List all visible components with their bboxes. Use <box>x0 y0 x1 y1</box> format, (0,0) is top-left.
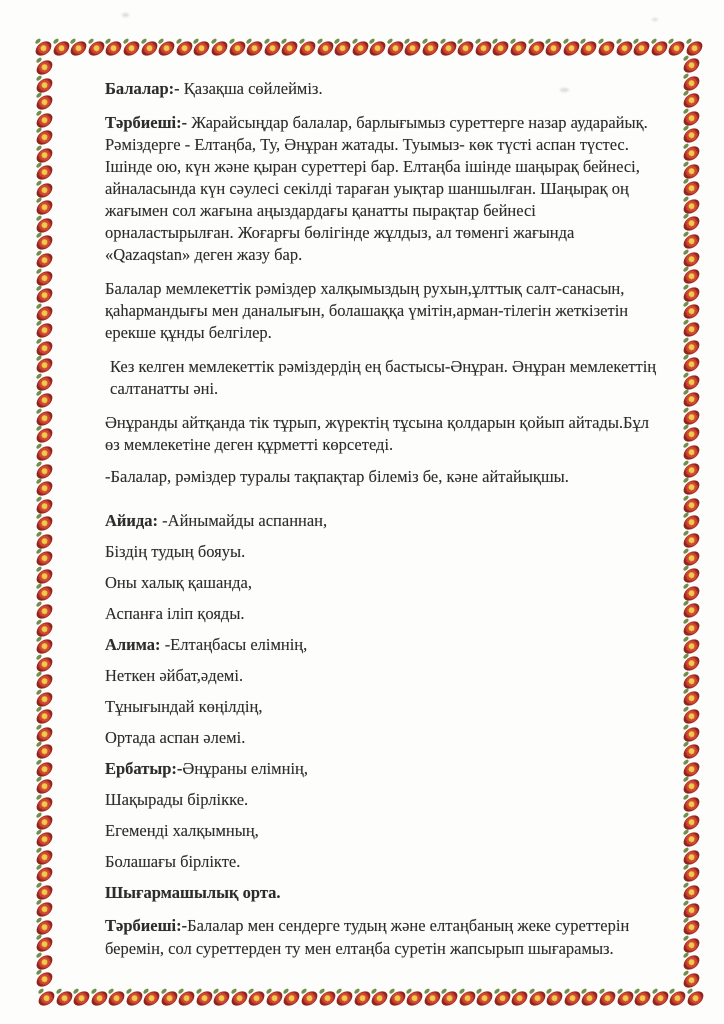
flower-ornament-icon <box>369 40 386 57</box>
flower-ornament-icon <box>511 990 528 1007</box>
flower-ornament-icon <box>683 110 700 127</box>
section-heading: Шығармашылық орта. <box>105 883 281 902</box>
flower-ornament-icon <box>683 92 700 109</box>
flower-ornament-icon <box>669 990 686 1007</box>
flower-ornament-icon <box>36 375 53 392</box>
flower-ornament-icon <box>36 673 53 690</box>
flower-ornament-icon <box>683 866 700 883</box>
flower-ornament-icon <box>545 40 562 57</box>
flower-ornament-icon <box>683 638 700 655</box>
flower-ornament-icon <box>581 990 598 1007</box>
flower-ornament-icon <box>683 180 700 197</box>
flower-ornament-icon <box>248 990 265 1007</box>
flower-ornament-icon <box>36 94 53 111</box>
flower-ornament-icon <box>683 796 700 813</box>
flower-ornament-icon <box>492 40 509 57</box>
verses-section <box>105 510 663 873</box>
verse-line: Аспанға іліп қояды. <box>105 604 245 623</box>
flower-ornament-icon <box>73 990 90 1007</box>
flower-ornament-icon <box>213 990 230 1007</box>
paragraph-symbols-meaning: Балалар мемлекеттік рәміздер халқымыздың рухын,ұлттық салт-санасын, қаһармандығы мен даналығын, болашаққа үмітін,арман-тілегін жеткізетін ерекше құнды белгілер. <box>105 279 629 342</box>
flower-ornament-icon <box>336 990 353 1007</box>
flower-ornament-icon <box>36 77 53 94</box>
verse-line: Біздің тудың бояуы. <box>105 542 246 561</box>
flower-ornament-icon <box>36 410 53 427</box>
verse-text: -Елтаңбасы елімнің, <box>160 635 308 654</box>
flower-ornament-icon <box>88 40 105 57</box>
flower-ornament-icon <box>683 391 700 408</box>
flower-ornament-icon <box>36 217 53 234</box>
flower-ornament-icon <box>683 127 700 144</box>
flower-ornament-icon <box>36 585 53 602</box>
flower-ornament-icon <box>36 656 53 673</box>
flower-ornament-icon <box>387 40 404 57</box>
flower-ornament-icon <box>35 40 52 57</box>
speaker-name: Тәрбиеші:- <box>105 113 188 132</box>
border-top-row <box>36 41 702 57</box>
flower-ornament-icon <box>459 990 476 1007</box>
flower-ornament-icon <box>683 514 700 531</box>
dialogue-line-teacher <box>105 112 663 266</box>
flower-ornament-icon <box>683 321 700 338</box>
flower-ornament-icon <box>441 990 458 1007</box>
flower-ornament-icon <box>683 75 700 92</box>
flower-ornament-icon <box>683 673 700 690</box>
flower-ornament-icon <box>683 690 700 707</box>
flower-ornament-icon <box>683 778 700 795</box>
flower-ornament-icon <box>281 40 298 57</box>
paragraph-anthem-main: Кез келген мемлекеттік рәміздердің ең бастысы-Әнұран. Әнұран мемлекеттің салтанатты әні. <box>110 357 657 398</box>
flower-ornament-icon <box>36 182 53 199</box>
flower-ornament-icon <box>36 445 53 462</box>
speaker-name: Ербатыр:- <box>105 759 183 778</box>
border-left-column <box>37 60 53 988</box>
document-content <box>105 78 663 960</box>
flower-ornament-icon <box>683 462 700 479</box>
flower-ornament-icon <box>683 57 700 74</box>
flower-ornament-icon <box>266 990 283 1007</box>
flower-ornament-icon <box>683 339 700 356</box>
flower-ornament-icon <box>158 40 175 57</box>
flower-ornament-icon <box>36 252 53 269</box>
flower-ornament-icon <box>36 936 53 953</box>
flower-ornament-icon <box>36 550 53 567</box>
flower-ornament-icon <box>196 990 213 1007</box>
flower-ornament-icon <box>36 814 53 831</box>
speaker-name: Балалар:- <box>105 79 180 98</box>
flower-ornament-icon <box>246 40 263 57</box>
flower-ornament-icon <box>683 937 700 954</box>
flower-ornament-icon <box>683 268 700 285</box>
flower-ornament-icon <box>161 990 178 1007</box>
flower-ornament-icon <box>36 305 53 322</box>
flower-ornament-icon <box>36 322 53 339</box>
verse-line: Неткен әйбат,әдемі. <box>105 666 244 685</box>
flower-ornament-icon <box>510 40 527 57</box>
flower-ornament-icon <box>529 990 546 1007</box>
flower-ornament-icon <box>422 40 439 57</box>
flower-ornament-icon <box>36 428 53 445</box>
flower-ornament-icon <box>683 550 700 567</box>
flower-ornament-icon <box>56 990 73 1007</box>
flower-ornament-icon <box>683 708 700 725</box>
flower-ornament-icon <box>475 40 492 57</box>
scan-artifact <box>122 13 129 17</box>
flower-ornament-icon <box>91 990 108 1007</box>
flower-ornament-icon <box>193 40 210 57</box>
verse-text: Әнұраны елімнің, <box>182 759 308 778</box>
flower-ornament-icon <box>36 568 53 585</box>
flower-ornament-icon <box>36 234 53 251</box>
flower-ornament-icon <box>633 40 650 57</box>
flower-ornament-icon <box>683 919 700 936</box>
flower-ornament-icon <box>634 990 651 1007</box>
flower-ornament-icon <box>36 726 53 743</box>
border-right-column <box>684 58 700 988</box>
flower-ornament-icon <box>36 533 53 550</box>
verse-text: -Айнымайды аспаннан, <box>158 511 328 530</box>
flower-ornament-icon <box>683 726 700 743</box>
flower-ornament-icon <box>36 287 53 304</box>
flower-ornament-icon <box>334 40 351 57</box>
flower-ornament-icon <box>683 620 700 637</box>
flower-ornament-icon <box>528 40 545 57</box>
flower-ornament-icon <box>38 990 55 1007</box>
flower-ornament-icon <box>301 990 318 1007</box>
flower-ornament-icon <box>36 340 53 357</box>
flower-ornament-icon <box>440 40 457 57</box>
flower-ornament-icon <box>36 515 53 532</box>
closing-teacher-line <box>105 914 663 960</box>
flower-ornament-icon <box>686 40 703 57</box>
flower-ornament-icon <box>36 743 53 760</box>
flower-ornament-icon <box>141 40 158 57</box>
flower-ornament-icon <box>683 655 700 672</box>
flower-ornament-icon <box>683 497 700 514</box>
paragraph-poems-prompt: -Балалар, рәміздер туралы тақпақтар білеміз бе, кәне айтайықшы. <box>105 467 569 486</box>
flower-ornament-icon <box>683 602 700 619</box>
flower-ornament-icon <box>36 638 53 655</box>
flower-ornament-icon <box>683 163 700 180</box>
flower-ornament-icon <box>616 40 633 57</box>
closing-text: Балалар мен сендерге тудың және елтаңбаның жеке суреттерін беремін, сол суреттерден ту мен елтаңба суретін жапсырып шығарамыз. <box>105 916 630 958</box>
flower-ornament-icon <box>264 40 281 57</box>
flower-ornament-icon <box>683 567 700 584</box>
flower-ornament-icon <box>371 990 388 1007</box>
flower-ornament-icon <box>683 743 700 760</box>
flower-ornament-icon <box>546 990 563 1007</box>
flower-ornament-icon <box>143 990 160 1007</box>
flower-ornament-icon <box>683 145 700 162</box>
flower-ornament-icon <box>683 479 700 496</box>
flower-ornament-icon <box>683 954 700 971</box>
flower-ornament-icon <box>36 778 53 795</box>
flower-ornament-icon <box>683 814 700 831</box>
verse-line <box>105 510 663 532</box>
flower-ornament-icon <box>36 270 53 287</box>
flower-ornament-icon <box>36 761 53 778</box>
flower-ornament-icon <box>404 40 421 57</box>
dialogue-line-children <box>105 78 663 100</box>
flower-ornament-icon <box>652 990 669 1007</box>
flower-ornament-icon <box>668 40 685 57</box>
flower-ornament-icon <box>70 40 87 57</box>
flower-ornament-icon <box>683 286 700 303</box>
flower-ornament-icon <box>424 990 441 1007</box>
flower-ornament-icon <box>36 392 53 409</box>
flower-ornament-icon <box>36 199 53 216</box>
flower-ornament-icon <box>317 40 334 57</box>
flower-ornament-icon <box>476 990 493 1007</box>
flower-ornament-icon <box>683 444 700 461</box>
flower-ornament-icon <box>352 40 369 57</box>
speaker-name: Тәрбиеші:- <box>105 916 188 935</box>
flower-ornament-icon <box>36 866 53 883</box>
flower-ornament-icon <box>36 919 53 936</box>
flower-ornament-icon <box>108 990 125 1007</box>
flower-ornament-icon <box>651 40 668 57</box>
flower-ornament-icon <box>687 990 704 1007</box>
flower-ornament-icon <box>683 761 700 778</box>
flower-ornament-icon <box>683 831 700 848</box>
verse-line: Егеменді халқымның, <box>105 821 259 840</box>
flower-ornament-icon <box>231 990 248 1007</box>
flower-ornament-icon <box>36 954 53 971</box>
flower-ornament-icon <box>494 990 511 1007</box>
speaker-name: Алима: <box>105 635 161 654</box>
flower-ornament-icon <box>299 40 316 57</box>
speaker-name: Айида: <box>105 511 159 530</box>
flower-ornament-icon <box>598 40 615 57</box>
flower-ornament-icon <box>389 990 406 1007</box>
flower-ornament-icon <box>36 147 53 164</box>
paragraph-anthem-respect: Әнұранды айтқанда тік тұрып, жүректің тұсына қолдарын қойып айтады.Бұл өз мемлекетіне деген құрметті көрсетеді. <box>105 413 650 454</box>
flower-ornament-icon <box>36 849 53 866</box>
flower-ornament-icon <box>599 990 616 1007</box>
flower-ornament-icon <box>229 40 246 57</box>
flower-ornament-icon <box>36 603 53 620</box>
flower-ornament-icon <box>36 357 53 374</box>
verse-line: Болашағы бірлікте. <box>105 852 241 871</box>
flower-ornament-icon <box>580 40 597 57</box>
flower-ornament-icon <box>36 59 53 76</box>
dialogue-text: Қазақша сөйлейміз. <box>179 79 323 98</box>
flower-ornament-icon <box>319 990 336 1007</box>
flower-ornament-icon <box>683 884 700 901</box>
verse-line: Тұнығындай көңілдің, <box>105 697 263 716</box>
flower-ornament-icon <box>36 463 53 480</box>
flower-ornament-icon <box>211 40 228 57</box>
flower-ornament-icon <box>564 990 581 1007</box>
flower-ornament-icon <box>563 40 580 57</box>
flower-ornament-icon <box>178 990 195 1007</box>
verse-line: Оны халық қашанда, <box>105 573 252 592</box>
flower-ornament-icon <box>683 426 700 443</box>
flower-ornament-icon <box>36 884 53 901</box>
dialogue-text: Жарайсыңдар балалар, барлығымыз суреттерге назар аударайық. Рәміздерге - Елтаңба, Ту, Әнұран жатады. Туымыз- көк түсті аспан түстес. Ішінде ою, күн және қыран суреттері бар. Елтаңба ішінде шаңырақ бейнесі, айналасында күн сәулесі секілді тараған уықтар шаншылған. Шаңырақ оң жағымен сол жағына аңыздардағы қанатты пырақтар бейнесі орналастырылған. Жоғарғы бөлігінде жұлдыз, ал төменгі жағында «Qazaqstan» деген жазу бар. <box>105 113 648 264</box>
flower-ornament-icon <box>36 621 53 638</box>
flower-ornament-icon <box>36 708 53 725</box>
flower-ornament-icon <box>36 831 53 848</box>
flower-ornament-icon <box>683 356 700 373</box>
flower-ornament-icon <box>683 215 700 232</box>
verse-line <box>105 634 663 656</box>
flower-ornament-icon <box>53 40 70 57</box>
flower-ornament-icon <box>36 691 53 708</box>
flower-ornament-icon <box>683 198 700 215</box>
flower-ornament-icon <box>457 40 474 57</box>
flower-ornament-icon <box>36 796 53 813</box>
flower-ornament-icon <box>683 251 700 268</box>
flower-ornament-icon <box>683 902 700 919</box>
flower-ornament-icon <box>683 849 700 866</box>
verse-line <box>105 758 663 780</box>
flower-ornament-icon <box>126 990 143 1007</box>
flower-ornament-icon <box>406 990 423 1007</box>
flower-ornament-icon <box>36 971 53 988</box>
scan-artifact <box>652 18 658 21</box>
flower-ornament-icon <box>36 498 53 515</box>
flower-ornament-icon <box>354 990 371 1007</box>
flower-ornament-icon <box>123 40 140 57</box>
flower-ornament-icon <box>36 480 53 497</box>
flower-ornament-icon <box>683 532 700 549</box>
flower-ornament-icon <box>36 901 53 918</box>
flower-ornament-icon <box>105 40 122 57</box>
flower-ornament-icon <box>683 303 700 320</box>
flower-ornament-icon <box>36 129 53 146</box>
flower-ornament-icon <box>36 112 53 129</box>
flower-ornament-icon <box>683 972 700 989</box>
flower-ornament-icon <box>283 990 300 1007</box>
flower-ornament-icon <box>683 374 700 391</box>
verse-line: Шақырады бірлікке. <box>105 790 249 809</box>
flower-ornament-icon <box>36 164 53 181</box>
border-bottom-row <box>39 991 703 1007</box>
flower-ornament-icon <box>683 233 700 250</box>
flower-ornament-icon <box>683 409 700 426</box>
verse-line: Ортада аспан әлемі. <box>105 728 246 747</box>
flower-ornament-icon <box>683 585 700 602</box>
flower-ornament-icon <box>617 990 634 1007</box>
flower-ornament-icon <box>176 40 193 57</box>
